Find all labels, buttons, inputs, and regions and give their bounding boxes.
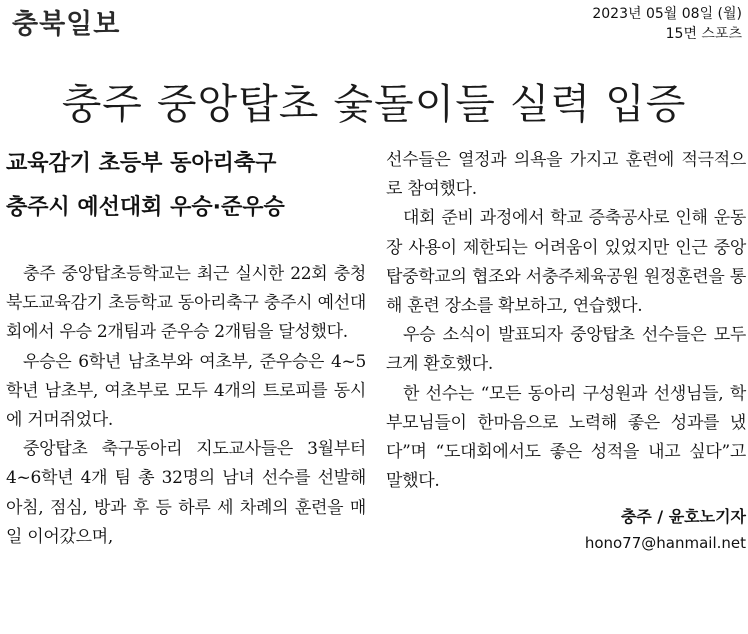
- dateline: [592, 4, 742, 44]
- subheads: [6, 142, 366, 230]
- body-paragraph-continued: 선수들은 열정과 의욕을 가지고 훈련에 적극적으로 참여했다.: [386, 150, 746, 200]
- subhead-2: 충주시 예선대회 우승·준우승: [6, 195, 285, 220]
- subhead-1: 교육감기 초등부 동아리축구: [6, 151, 277, 176]
- body-paragraph: 중앙탑초 축구동아리 지도교사들은 3월부터 4~6학년 4개 팀 총 32명의 남녀 선수를 선발해 아침, 점심, 방과 후 등 하루 세 차례의 훈련을 매일 이어갔으며,: [6, 439, 366, 547]
- reporter-email: hono77@hanmail.net: [584, 534, 746, 553]
- article-headline: 충주 중앙탑초 숯돌이들 실력 입증: [61, 80, 687, 129]
- page-section: 15면 스포츠: [665, 26, 742, 42]
- body-paragraph: 우승 소식이 발표되자 중앙탑초 선수들은 모두 크게 환호했다.: [386, 325, 746, 375]
- byline: 충주 / 윤호노기자: [620, 507, 746, 527]
- body-paragraph: 대회 준비 과정에서 학교 증축공사로 인해 운동장 사용이 제한되는 어려움이 있었지만 인근 중앙탑중학교의 협조와 서충주체육공원 원정훈련을 통해 훈련 장소를 확보하고, 연습했다.: [386, 208, 746, 317]
- article-column-left: [6, 142, 366, 552]
- body-paragraph: 우승은 6학년 남초부와 여초부, 준우승은 4~5학년 남초부, 여초부로 모두 4개의 트로피를 동시에 거머쥐었다.: [6, 351, 366, 431]
- issue-date: 2023년 05월 08일 (월): [592, 6, 742, 22]
- article-column-right: [386, 146, 746, 556]
- masthead-logo: 충북일보: [12, 9, 121, 40]
- body-paragraph: 한 선수는 “모든 동아리 구성원과 선생님들, 학부모님들이 한마음으로 노력해 좋은 성과를 냈다”며 “도대회에서도 좋은 성적을 내고 싶다”고 말했다.: [386, 383, 746, 492]
- body-paragraph: 충주 중앙탑초등학교는 최근 실시한 22회 충청북도교육감기 초등학교 동아리축구 충주시 예선대회에서 우승 2개팀과 준우승 2개팀을 달성했다.: [6, 264, 366, 343]
